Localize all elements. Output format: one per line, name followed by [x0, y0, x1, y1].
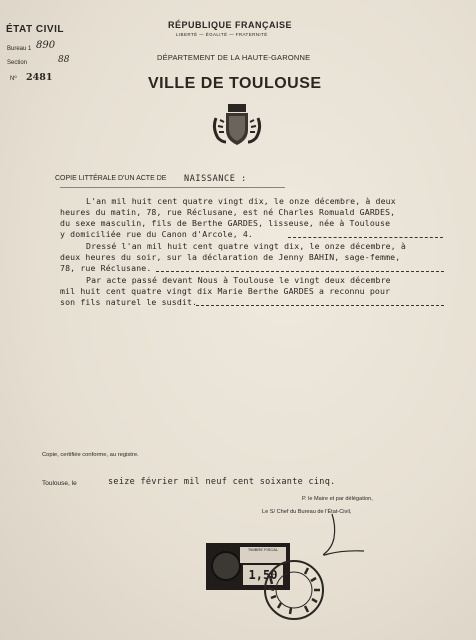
city-seal-icon — [256, 554, 332, 626]
stamp-label: TIMBRE FISCAL — [240, 547, 286, 563]
coat-of-arms-icon — [212, 104, 262, 148]
motto: LIBERTÉ — ÉGALITÉ — FRATERNITÉ — [176, 32, 268, 37]
republique-heading: RÉPUBLIQUE FRANÇAISE — [168, 20, 293, 30]
chef-bureau: Le S/ Chef du Bureau de l'État-Civil, — [262, 509, 352, 515]
toulouse-label: Toulouse, le — [42, 480, 77, 487]
acte-line: heures du matin, 78, rue Réclusane, est né Charles Romuald GARDES, — [60, 207, 396, 217]
acte-line: deux heures du soir, sur la déclaration de Jenny BAHIN, sage-femme, — [60, 252, 401, 262]
section-number: 88 — [58, 55, 70, 65]
acte-type: NAISSANCE : — [184, 174, 247, 184]
title-underline — [60, 187, 285, 188]
acte-line: L'an mil huit cent quatre vingt dix, le onze décembre, à deux — [86, 196, 396, 206]
etat-civil-label: ÉTAT CIVIL — [6, 24, 64, 35]
departement-heading: DÉPARTEMENT DE LA HAUTE-GARONNE — [157, 53, 311, 62]
acte-line: mil huit cent quatre vingt dix Marie Berthe GARDES a reconnu pour — [60, 286, 391, 296]
maire-delegation: P. le Maire et par délégation, — [302, 496, 373, 502]
filler-rule — [288, 237, 443, 238]
acte-line: Dressé l'an mil huit cent quatre vingt dix, le onze décembre, à — [86, 241, 406, 251]
filler-rule — [196, 305, 444, 306]
bureau-label: Bureau 1 — [7, 46, 32, 52]
copie-label: COPIE LITTÉRALE D'UN ACTE DE — [55, 175, 167, 182]
stamp-portrait-icon — [211, 551, 241, 581]
acte-line: du sexe masculin, fils de Berthe GARDES, lisseuse, née à Toulouse — [60, 218, 391, 228]
record-number: 2481 — [26, 72, 53, 83]
filler-rule — [156, 271, 444, 272]
certification-date: seize février mil neuf cent soixante cinq. — [108, 477, 336, 487]
section-label: Section — [7, 60, 28, 66]
certification-text: Copie, certifiée conforme, au registre. — [42, 452, 139, 458]
signature — [318, 512, 378, 560]
acte-line: Par acte passé devant Nous à Toulouse le vingt deux décembre — [86, 275, 391, 285]
acte-line: son fils naturel le susdit. — [60, 297, 198, 307]
acte-line: y domiciliée rue du Canon d'Arcole, 4. — [60, 229, 254, 239]
acte-line: 78, rue Réclusane. — [60, 263, 152, 273]
stamp-value: 1,50 — [243, 565, 283, 585]
number-label: Nº — [10, 76, 17, 82]
bureau-number: 890 — [36, 40, 56, 51]
ville-title: VILLE DE TOULOUSE — [148, 75, 322, 92]
